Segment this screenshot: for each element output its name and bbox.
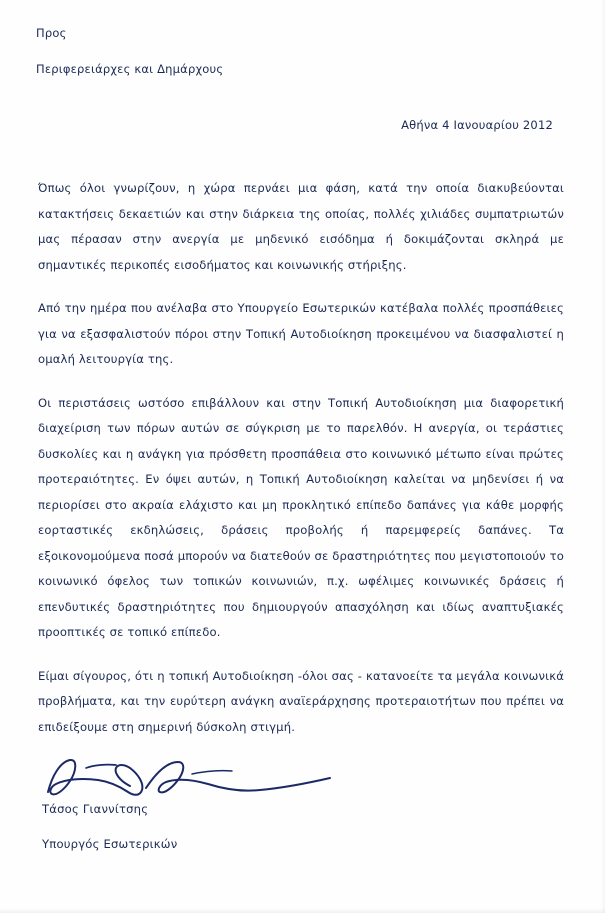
- date-line: Αθήνα 4 Ιανουαρίου 2012: [401, 118, 553, 132]
- body-paragraph-1: Όπως όλοι γνωρίζουν, η χώρα περνάει μια φάση, κατά την οποία διακυβεύονται κατακτήσεις δεκαετιών και στην διάρκεια της οποίας, πολλές χιλιάδες συμπατριωτών μας πέρασαν στην ανεργία με μηδενικό εισόδημα ή δοκιμάζονται σκληρά με σημαντικές περικοπές εισοδήματος και κοινωνικής στήριξης.: [38, 181, 564, 272]
- scan-edge-bottom: [0, 908, 605, 913]
- body-paragraph-4: Είμαι σίγουρος, ότι η τοπική Αυτοδιοίκηση -όλοι σας - κατανοείτε τα μεγάλα κοινωνικά προβλήματα, και την ευρύτερη ανάγκη αναϊεράρχησης προτεραιοτήτων που πρέπει να επιδείξουμε στη σημερινή δύσκολη στιγμή.: [38, 668, 564, 734]
- body-paragraph-2: Από την ημέρα που ανέλαβα στο Υπουργείο Εσωτερικών κατέβαλα πολλές προσπάθειες για να εξασφαλιστούν πόροι στην Τοπική Αυτοδιοίκηση προκειμένου να διασφαλιστεί η ομαλή λειτουργία της.: [38, 301, 564, 366]
- handwritten-signature-icon: [42, 754, 342, 800]
- signer-title: Υπουργός Εσωτερικών: [42, 837, 178, 851]
- signature-block: [36, 754, 567, 851]
- address-to-label: Προς: [36, 26, 67, 40]
- body-paragraph-3: Οι περιστάσεις ωστόσο επιβάλλουν και στην Τοπική Αυτοδιοίκηση μια διαφορετική διαχείριση των πόρων αυτών σε σύγκριση με το παρελθόν. Η ανεργία, οι τεράστιες δυσκολίες και η ανάγκη για πρόσθετη προσπάθεια στο κοινωνικό μέτωπο είναι πρώτες προτεραιότητες. Εν όψει αυτών, η Τοπική Αυτοδιοίκηση καλείται να μηδενίσει ή να περιορίσει στο ακραία ελάχιστο και μη προκλητικό επίπεδο δαπάνες για κάθε μορφής εορταστικές εκδηλώσεις, δράσεις προβολής ή παρεμφερείς δαπάνες. Τα εξοικονομούμενα ποσά μπορούν να διατεθούν σε δραστηριότητες που μεγιστοποιούν το κοινωνικό όφελος των τοπικών κοινωνιών, π.χ. ωφέλιμες κοινωνικές δράσεις ή επενδυτικές δραστηριότητες που δημιουργούν απασχόληση και ιδίως αναπτυξιακές προοπτικές σε τοπικό επίπεδο.: [38, 395, 565, 639]
- signer-name: Τάσος Γιαννίτσης: [42, 802, 149, 816]
- address-recipient: Περιφερειάρχες και Δημάρχους: [36, 62, 224, 76]
- scan-edge-right: [601, 0, 605, 913]
